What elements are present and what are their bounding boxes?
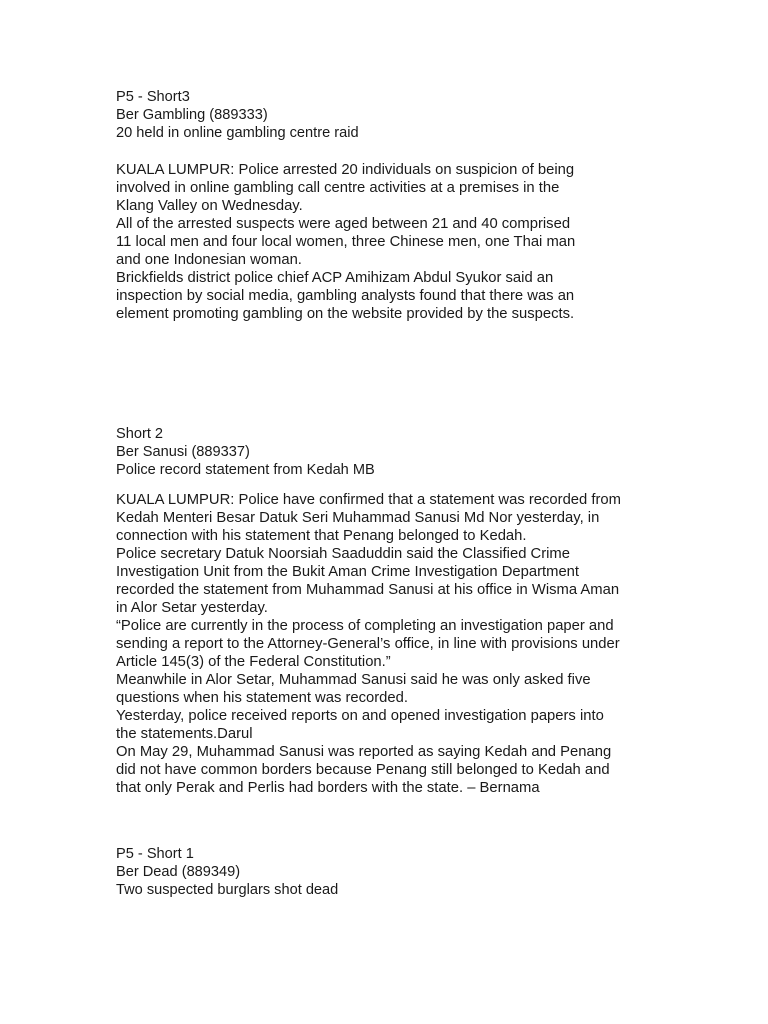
story-1-headline: 20 held in online gambling centre raid <box>116 125 359 141</box>
story-1-header <box>116 88 656 142</box>
story-2-line: Investigation Unit from the Bukit Aman Crime Investigation Department <box>116 564 580 580</box>
story-2-line: connection with his statement that Penang belonged to Kedah. <box>116 528 527 544</box>
story-2-line: in Alor Setar yesterday. <box>116 600 268 616</box>
story-1-line: Brickfields district police chief ACP Amihizam Abdul Syukor said an <box>116 270 554 286</box>
story-2-line: that only Perak and Perlis had borders with the state. – Bernama <box>116 780 540 796</box>
story-3-code: Ber Dead (889349) <box>116 864 241 880</box>
story-1-slug: P5 - Short3 <box>116 89 190 105</box>
story-2-line: Meanwhile in Alor Setar, Muhammad Sanusi said he was only asked five <box>116 672 591 688</box>
story-3-headline: Two suspected burglars shot dead <box>116 882 339 898</box>
story-1-line: and one Indonesian woman. <box>116 252 302 268</box>
story-2-line: sending a report to the Attorney-General’s office, in line with provisions under <box>116 636 620 652</box>
story-2-line: Kedah Menteri Besar Datuk Seri Muhammad Sanusi Md Nor yesterday, in <box>116 510 600 526</box>
story-1-line: All of the arrested suspects were aged between 21 and 40 comprised <box>116 216 571 232</box>
story-1-line: involved in online gambling call centre activities at a premises in the <box>116 180 560 196</box>
story-2-code: Ber Sanusi (889337) <box>116 444 250 460</box>
story-3-header <box>116 845 656 899</box>
story-2-line: the statements.Darul <box>116 726 253 742</box>
story-3-slug: P5 - Short 1 <box>116 846 194 862</box>
story-1-line: KUALA LUMPUR: Police arrested 20 individuals on suspicion of being <box>116 162 575 178</box>
story-1-line: 11 local men and four local women, three Chinese men, one Thai man <box>116 234 576 250</box>
story-2-headline: Police record statement from Kedah MB <box>116 462 375 478</box>
story-1-line: element promoting gambling on the website provided by the suspects. <box>116 306 575 322</box>
story-2-line: KUALA LUMPUR: Police have confirmed that a statement was recorded from <box>116 492 621 508</box>
story-1-body <box>116 161 656 323</box>
story-1-line: Klang Valley on Wednesday. <box>116 198 303 214</box>
story-2-line: On May 29, Muhammad Sanusi was reported as saying Kedah and Penang <box>116 744 612 760</box>
story-2-slug: Short 2 <box>116 426 164 442</box>
story-2-line: Article 145(3) of the Federal Constitution.” <box>116 654 391 670</box>
story-2-body <box>116 491 656 797</box>
story-2-line: recorded the statement from Muhammad Sanusi at his office in Wisma Aman <box>116 582 620 598</box>
story-1-line: inspection by social media, gambling analysts found that there was an <box>116 288 575 304</box>
story-1-code: Ber Gambling (889333) <box>116 107 268 123</box>
story-2-line: Yesterday, police received reports on and opened investigation papers into <box>116 708 604 724</box>
story-2-line: Police secretary Datuk Noorsiah Saaduddin said the Classified Crime <box>116 546 570 562</box>
story-2-line: “Police are currently in the process of completing an investigation paper and <box>116 618 614 634</box>
story-2-line: did not have common borders because Penang still belonged to Kedah and <box>116 762 610 778</box>
story-2-line: questions when his statement was recorded. <box>116 690 408 706</box>
story-2-header <box>116 425 656 479</box>
